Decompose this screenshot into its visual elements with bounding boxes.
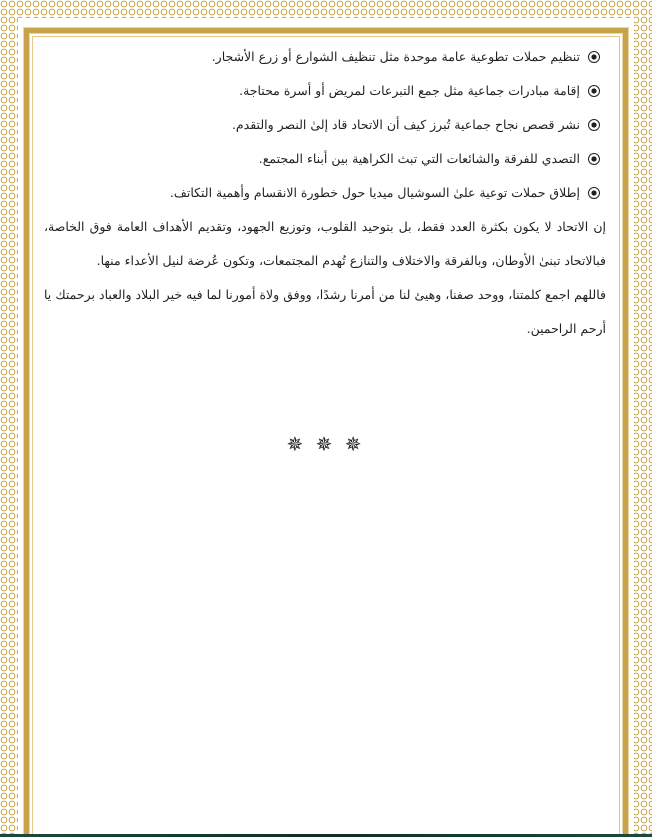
list-item (44, 142, 606, 176)
bullet-icon (588, 85, 600, 97)
eight-point-star-icon: ✵ (286, 432, 306, 456)
page-content (44, 40, 606, 456)
bullet-text: نشر قصص نجاح جماعية تُبرز كيف أن الاتحاد قاد إلىٰ النصر والتقدم. (231, 117, 580, 132)
eight-point-star-icon: ✵ (344, 432, 364, 456)
bullet-text: تنظيم حملات تطوعية عامة موحدة مثل تنظيف الشوارع أو زرع الأشجار. (211, 49, 580, 64)
bullet-icon (588, 187, 600, 199)
bullet-icon (588, 119, 600, 131)
bullet-text: إطلاق حملات توعية علىٰ السوشيال ميديا حول خطورة الانقسام وأهمية التكاتف. (169, 185, 580, 200)
paragraph-unity: إن الاتحاد لا يكون بكثرة العدد فقط، بل بتوحيد القلوب، وتوزيع الجهود، وتقديم الأهداف العامة فوق الخاصة، فبالاتحاد تبنىٰ الأوطان، وبالفرقة والاختلاف والتنازع تُهدم المجتمعات، وتكون عُرضة لنيل الأعداء منها. (44, 219, 606, 268)
eight-point-star-icon: ✵ (315, 432, 335, 456)
bullet-list (44, 40, 606, 210)
bullet-text: التصدي للفرقة والشائعات التي تبث الكراهية بين أبناء المجتمع. (258, 151, 580, 166)
bullet-icon (588, 153, 600, 165)
section-divider-ornament (44, 432, 606, 456)
list-item (44, 74, 606, 108)
paragraph-prayer: فاللهم اجمع كلمتنا، ووحد صفنا، وهيئ لنا من أمرنا رشدًا، ووفق ولاة أمورنا لما فيه خير البلاد والعباد برحمتك يا أرحم الراحمين. (44, 287, 606, 336)
list-item (44, 108, 606, 142)
list-item (44, 176, 606, 210)
list-item (44, 40, 606, 74)
bullet-text: إقامة مبادرات جماعية مثل جمع التبرعات لمريض أو أسرة محتاجة. (239, 83, 580, 98)
bullet-icon (588, 51, 600, 63)
